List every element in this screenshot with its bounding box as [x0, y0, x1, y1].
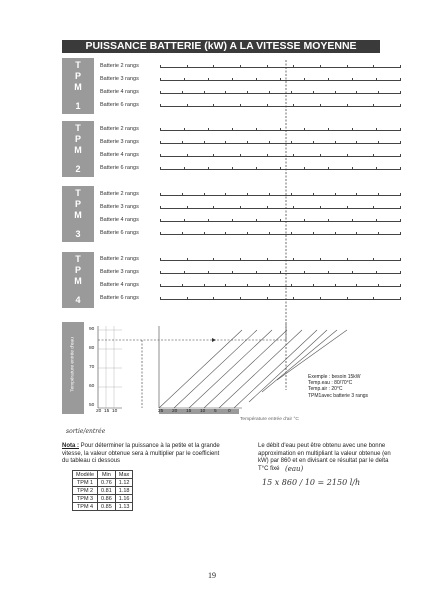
example-line: TPM1avec batterie 3 rangs: [308, 392, 369, 399]
table-cell: 0.86: [98, 495, 116, 503]
row-label: Batterie 3 rangs: [100, 139, 139, 145]
row-label: Batterie 2 rangs: [100, 126, 139, 132]
tpm-letter: M: [74, 145, 82, 155]
note-body: Pour déterminer la puissance à la petite et la grande vitesse, la valeur obtenue sera à multiplier par le coefficient du tableau ci dessous: [62, 443, 220, 464]
table-cell: TPM 4: [73, 503, 98, 511]
tpm-letter: P: [74, 71, 81, 81]
tpm-letter: P: [74, 199, 81, 209]
example-text: [308, 374, 368, 399]
row-label: Batterie 6 rangs: [100, 165, 139, 171]
row-label: Batterie 3 rangs: [100, 269, 139, 275]
tpm-letter: P: [74, 134, 81, 144]
row-label: Batterie 2 rangs: [100, 63, 139, 69]
page-number: 19: [208, 571, 216, 580]
flow-rate-note: Le débit d'eau peut être obtenu avec une bonne approximation en multipliant la valeur obtenue (en kW) par 860 et en divisant ce résultat par le delta T°C fixé: [258, 443, 391, 472]
y-tick: 70: [89, 365, 95, 370]
x-axis-band: [159, 409, 239, 414]
table-row: [73, 479, 133, 487]
water-temperature-chart: [62, 322, 398, 422]
row-label: Batterie 4 rangs: [100, 217, 139, 223]
x-tick: 10: [112, 409, 118, 414]
x-tick: 0: [228, 409, 231, 414]
tpm-letter: M: [74, 276, 82, 286]
y-tick: 50: [89, 403, 95, 408]
x-tick: 5: [214, 409, 217, 414]
handwritten-formula: 15 x 860 / 10 = 2150 l/h: [262, 478, 361, 487]
tpm-letter: M: [74, 210, 82, 220]
x-tick: 15: [104, 409, 110, 414]
row-label: Batterie 6 rangs: [100, 230, 139, 236]
x-tick: 10: [200, 409, 206, 414]
table-cell: TPM 2: [73, 487, 98, 495]
tpm-number: 1: [75, 101, 81, 111]
table-header-row: [73, 471, 133, 479]
table-header: Modèle: [73, 471, 98, 479]
note-label: Nota :: [62, 443, 79, 449]
x-tick: 20: [172, 409, 178, 414]
y-tick: 90: [89, 327, 95, 332]
example-line: Temp.eau : 80/70°C: [308, 380, 353, 387]
handwritten-annotation: (eau): [285, 465, 304, 473]
table-cell: TPM 3: [73, 495, 98, 503]
tpm-letter: T: [75, 188, 81, 198]
table-header: Min: [98, 471, 116, 479]
table-row: [73, 495, 133, 503]
table-header: Max: [115, 471, 133, 479]
tpm-number: 3: [75, 229, 81, 239]
tpm-number: 4: [75, 295, 81, 305]
x-tick: 15: [186, 409, 192, 414]
table-row: [73, 487, 133, 495]
row-label: Batterie 6 rangs: [100, 295, 139, 301]
row-label: Batterie 4 rangs: [100, 89, 139, 95]
table-cell: 0.76: [98, 479, 116, 487]
row-label: Batterie 2 rangs: [100, 256, 139, 262]
table-cell: 1.12: [115, 479, 133, 487]
page-title: PUISSANCE BATTERIE (kW) A LA VITESSE MOYENNE: [62, 40, 380, 53]
x-tick: 25: [158, 409, 164, 414]
row-label: Batterie 3 rangs: [100, 76, 139, 82]
row-label: Batterie 4 rangs: [100, 282, 139, 288]
row-label: Batterie 2 rangs: [100, 191, 139, 197]
chart-svg: [62, 322, 398, 414]
table-cell: 1.18: [115, 487, 133, 495]
tpm-letter: T: [75, 123, 81, 133]
table-row: [73, 503, 133, 511]
x-tick: 20: [96, 409, 102, 414]
tpm-number: 2: [75, 164, 81, 174]
example-line: Temp.air : 20°C: [308, 386, 343, 393]
table-cell: TPM 1: [73, 479, 98, 487]
row-label: Batterie 4 rangs: [100, 152, 139, 158]
tpm-letter: P: [74, 265, 81, 275]
tpm-letter: M: [74, 82, 82, 92]
x-axis-caption: Température entrée d'air °C: [240, 417, 299, 422]
tpm-letter: T: [75, 60, 81, 70]
handwritten-label: sortie/entrée: [66, 428, 106, 435]
y-axis-label: Température entrée d'eau: [70, 337, 76, 392]
example-line: Exemple : besoin 15kW: [308, 374, 361, 380]
table-cell: 0.81: [98, 487, 116, 495]
coefficient-table: [72, 470, 133, 511]
table-cell: 1.13: [115, 503, 133, 511]
y-tick: 80: [89, 346, 95, 351]
table-cell: 1.16: [115, 495, 133, 503]
note-text: [62, 443, 220, 466]
tpm-letter: T: [75, 254, 81, 264]
y-tick: 60: [89, 384, 95, 389]
row-label: Batterie 3 rangs: [100, 204, 139, 210]
row-label: Batterie 6 rangs: [100, 102, 139, 108]
table-cell: 0.85: [98, 503, 116, 511]
